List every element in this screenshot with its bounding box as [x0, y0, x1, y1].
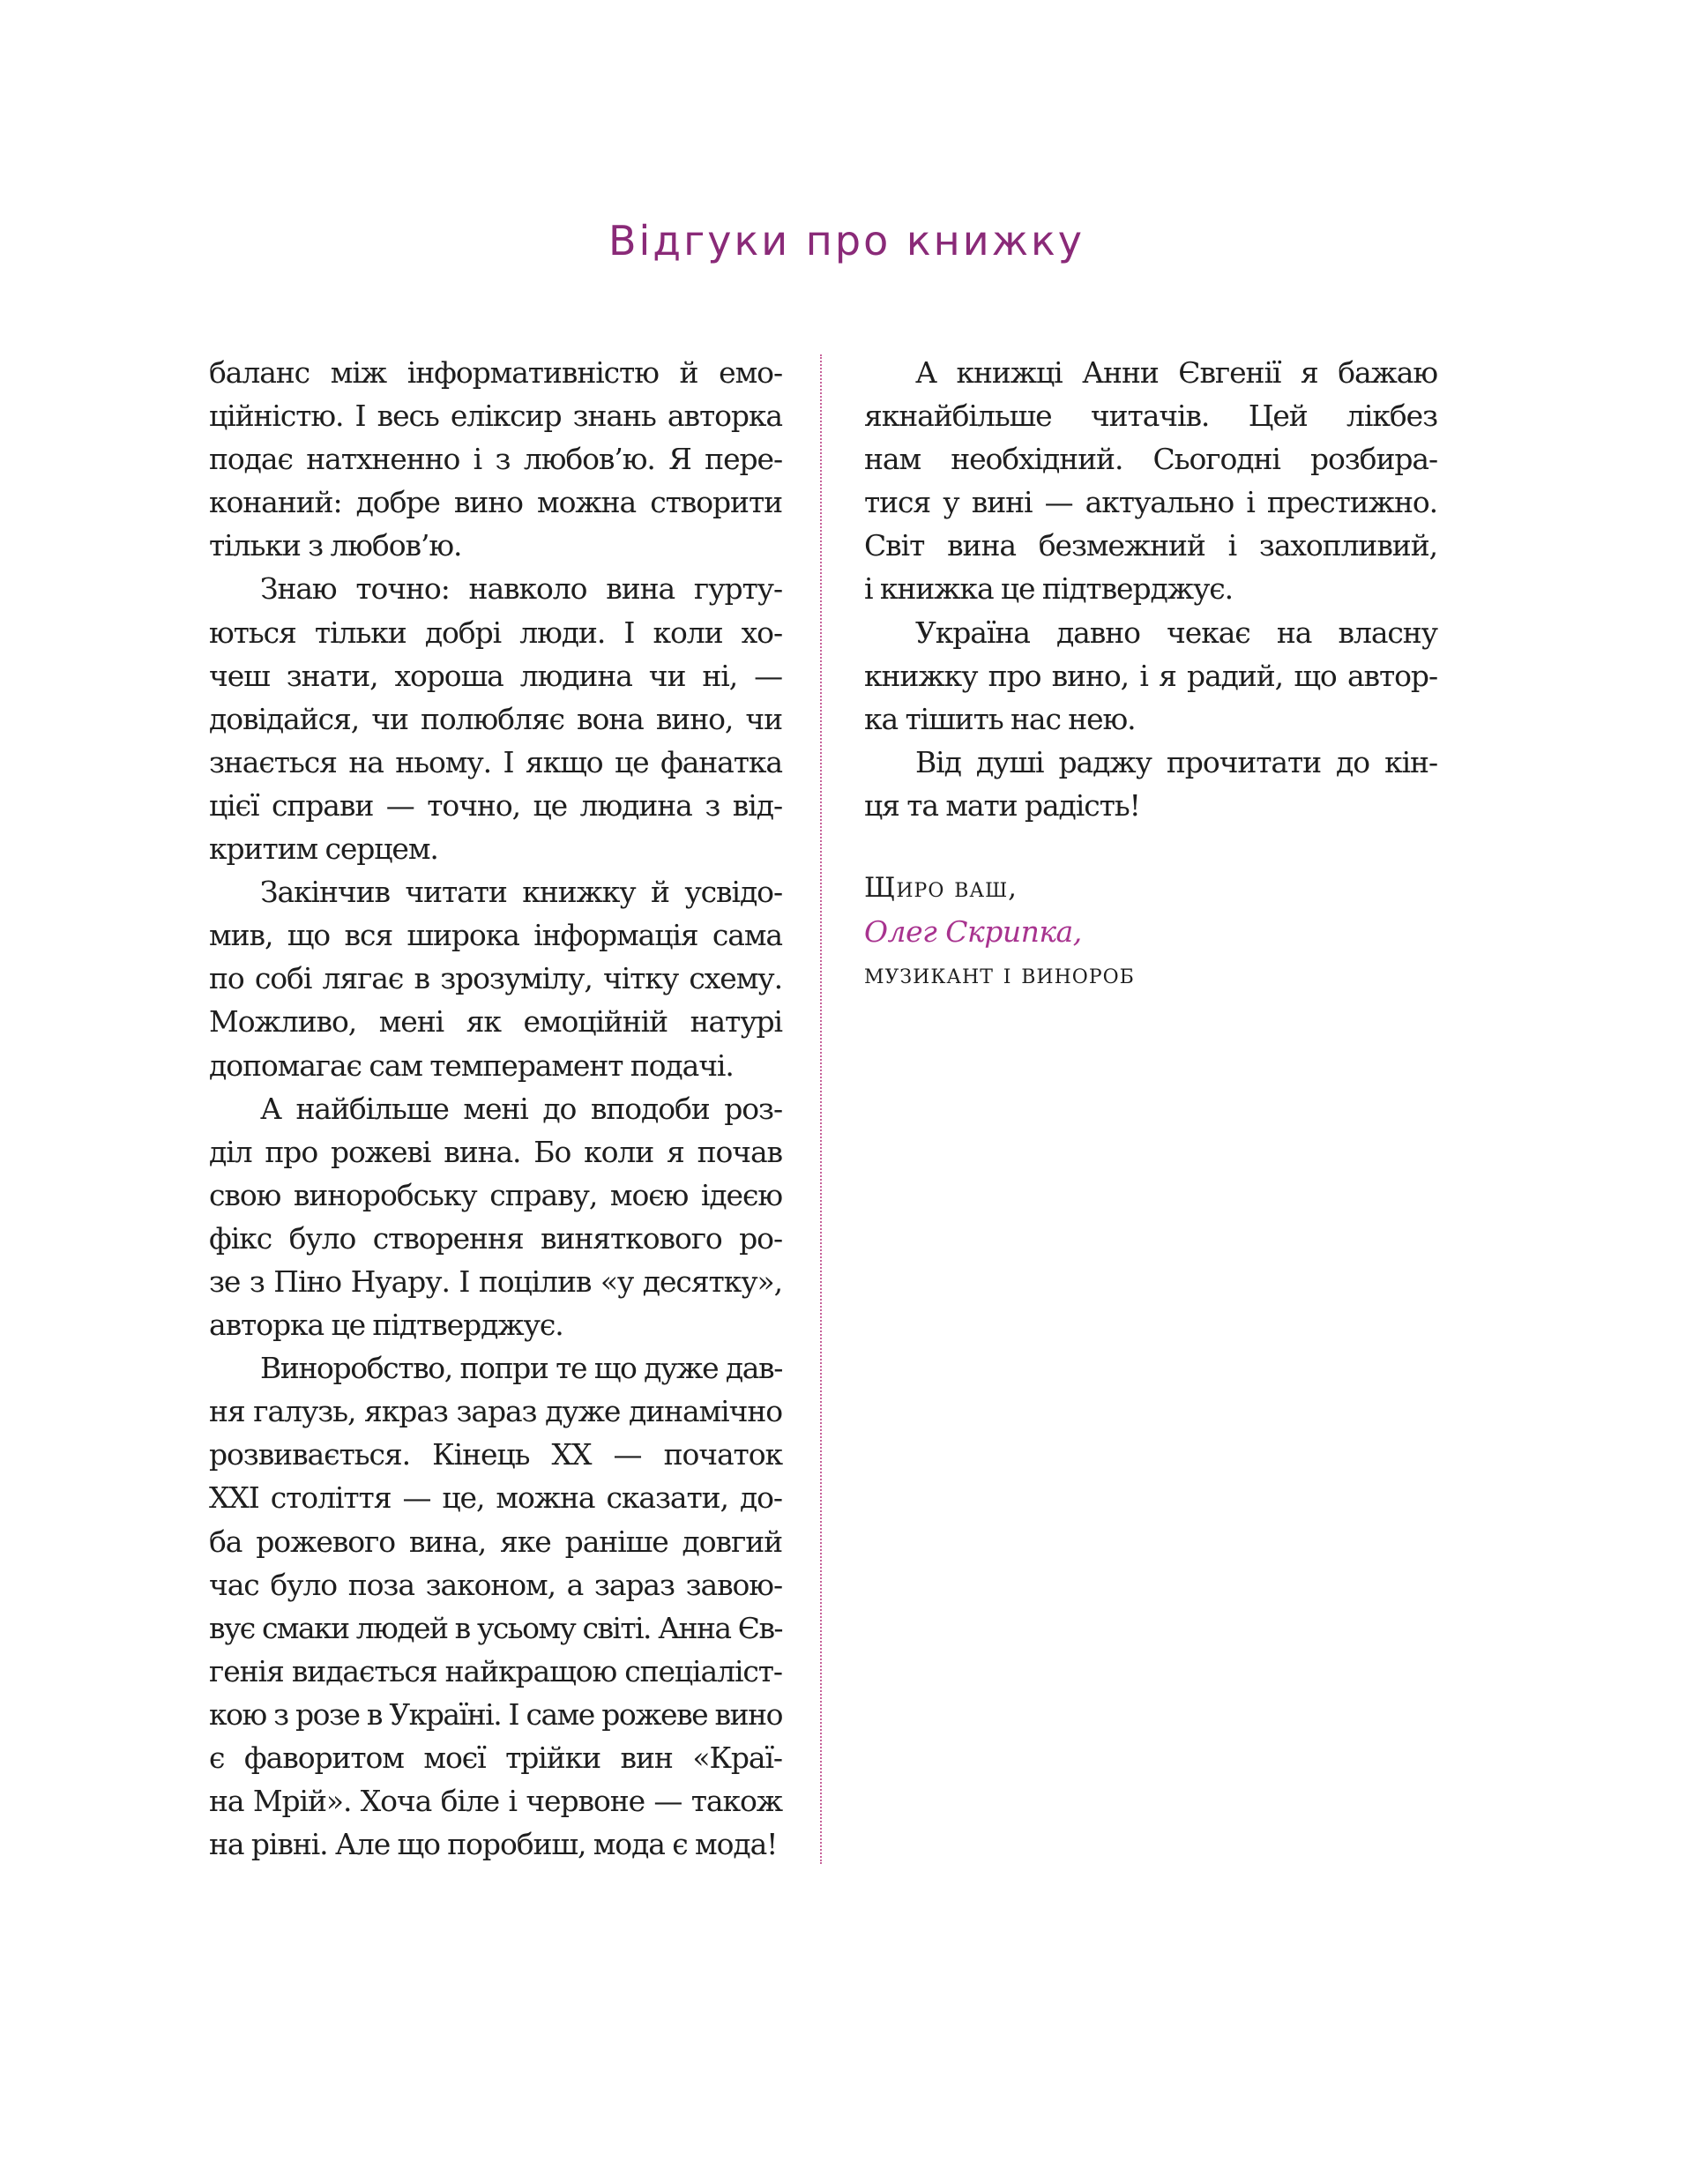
- text-line: баланс між інформативністю й емо-: [209, 355, 782, 390]
- column-divider: [820, 354, 822, 1864]
- text-line: час було поза законом, а зараз завою-: [209, 1567, 782, 1602]
- text-line: допомагає сам темперамент подачі.: [209, 1047, 734, 1083]
- text-line: Україна давно чекає на власну: [915, 615, 1437, 650]
- text-line: подає натхненно і з любов’ю. Я пере-: [209, 442, 782, 477]
- text-line: по собі лягає в зрозумілу, чітку схему.: [209, 961, 782, 996]
- text-line: мив, що вся широка інформація сама: [209, 918, 782, 953]
- text-line: кою з розе в Україні. І саме рожеве вино: [209, 1696, 782, 1732]
- text-line: нам необхідний. Сьогодні розбира-: [864, 442, 1437, 477]
- text-line: Можливо, мені як емоційній натурі: [209, 1004, 782, 1040]
- text-line: якнайбільше читачів. Цей лікбез: [864, 399, 1437, 434]
- text-line: і книжка це підтверджує.: [864, 571, 1234, 607]
- page-title: Відгуки про книжку: [608, 217, 1085, 265]
- text-line: тільки з любов’ю.: [209, 528, 462, 563]
- text-line: генія видається найкращою спеціаліст-: [209, 1653, 782, 1688]
- signature-block: [864, 867, 1437, 996]
- left-text-column: [209, 351, 782, 1866]
- text-line: XXI століття — це, можна сказати, до-: [209, 1480, 782, 1516]
- text-line: Виноробство, попри те що дуже дав-: [260, 1351, 782, 1386]
- text-line: тися у вині — актуально і престижно.: [864, 485, 1437, 520]
- text-line: ня галузь, якраз зараз дуже динамічно: [209, 1394, 782, 1429]
- text-line: фікс було створення виняткового ро-: [209, 1220, 782, 1256]
- text-line: знається на ньому. І якщо це фанатка: [209, 744, 782, 779]
- text-line: ка тішить нас нею.: [864, 701, 1136, 736]
- text-line: ються тільки добрі люди. І коли хо-: [209, 615, 782, 650]
- text-line: критим серцем.: [209, 831, 438, 867]
- text-line: розвивається. Кінець XX — початок: [209, 1437, 782, 1472]
- text-line: книжку про вино, і я радий, що автор-: [864, 658, 1437, 693]
- text-line: Світ вина безмежний і захопливий,: [864, 528, 1437, 563]
- right-text-column: [864, 351, 1437, 827]
- text-line: Знаю точно: навколо вина гурту-: [260, 571, 782, 607]
- text-line: А книжці Анни Євгенії я бажаю: [915, 355, 1437, 390]
- text-line: є фаворитом моєї трійки вин «Краї-: [209, 1740, 782, 1775]
- text-line: Від душі раджу прочитати до кін-: [915, 744, 1437, 779]
- text-line: на Мрій». Хоча біле і червоне — також: [209, 1784, 782, 1819]
- text-line: довідайся, чи полюбляє вона вино, чи: [209, 701, 782, 736]
- text-line: свою виноробську справу, моєю ідеєю: [209, 1177, 782, 1212]
- signature-role: музикант і винороб: [864, 958, 1135, 991]
- text-line: ця та мати радість!: [864, 787, 1140, 823]
- text-line: діл про рожеві вина. Бо коли я почав: [209, 1134, 782, 1169]
- text-line: на рівні. Але що поробиш, мода є мода!: [209, 1827, 778, 1862]
- signature-closing: Щиро ваш,: [864, 872, 1018, 904]
- signature-name: Олег Скрипка,: [864, 914, 1082, 950]
- text-line: ційністю. І весь еліксир знань авторка: [209, 399, 782, 434]
- text-line: цієї справи — точно, це людина з від-: [209, 787, 782, 823]
- text-line: ба рожевого вина, яке раніше довгий: [209, 1524, 782, 1559]
- text-line: чеш знати, хороша людина чи ні, —: [209, 658, 782, 693]
- text-line: вує смаки людей в усьому світі. Анна Єв-: [209, 1610, 782, 1645]
- text-line: конаний: добре вино можна створити: [209, 485, 782, 520]
- text-line: Закінчив читати книжку й усвідо-: [260, 875, 782, 910]
- text-line: авторка це підтверджує.: [209, 1308, 563, 1343]
- text-line: А найбільше мені до вподоби роз-: [260, 1091, 782, 1126]
- text-line: зе з Піно Нуару. І поцілив «у десятку»,: [209, 1263, 782, 1299]
